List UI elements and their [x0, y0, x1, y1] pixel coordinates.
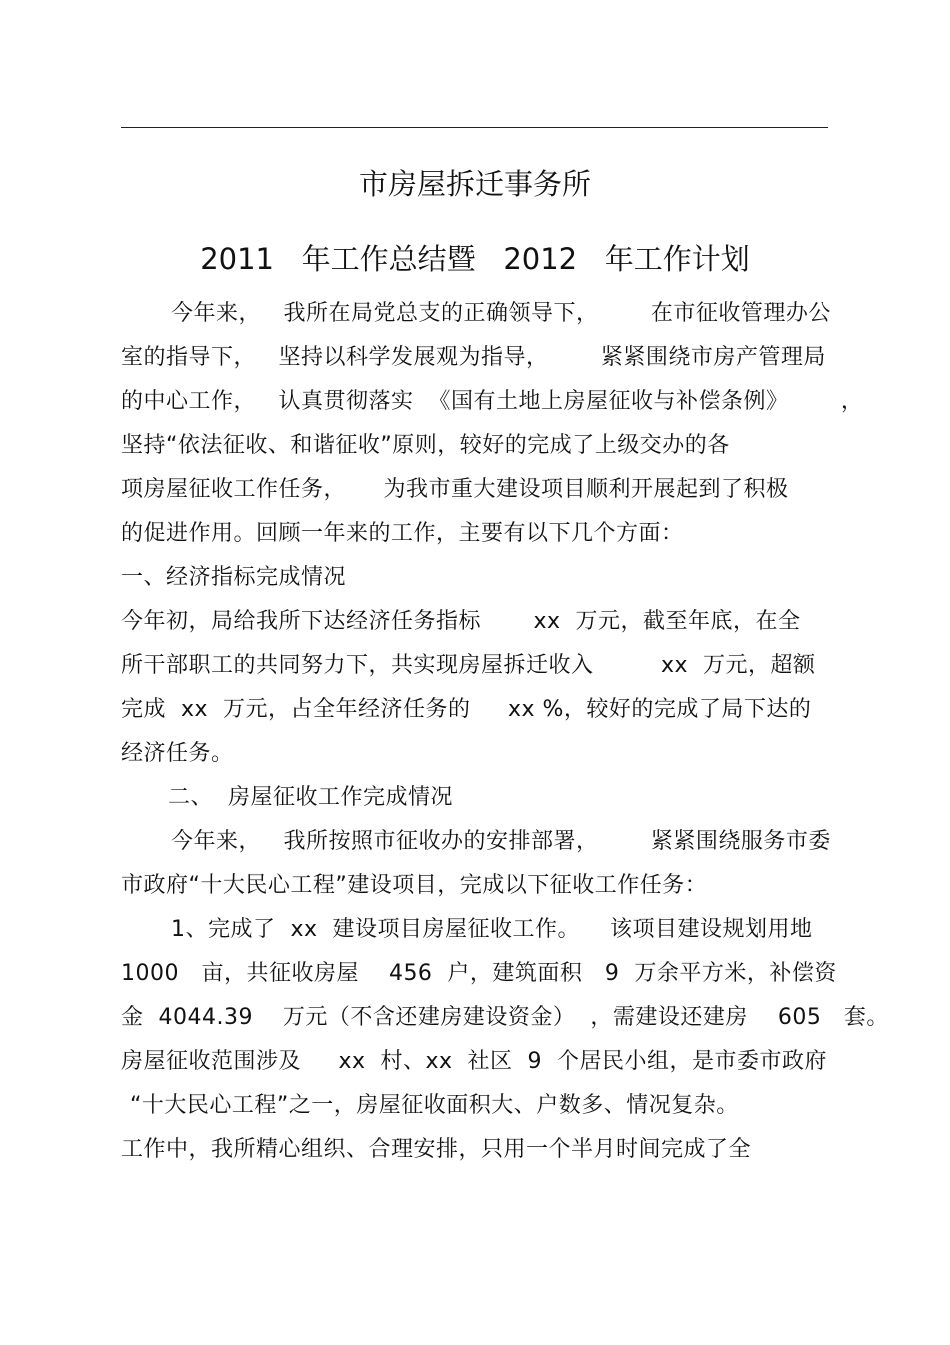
body-line: 市政府“十大民心工程”建设项目，完成以下征收工作任务： [121, 873, 708, 898]
body-line: 坚持“依法征收、和谐征收”原则，较好的完成了上级交办的各 [121, 433, 730, 458]
header-rule [121, 127, 828, 128]
body-line: 的促进作用。回顾一年来的工作，主要有以下几个方面： [121, 521, 684, 546]
section-heading: 一、经济指标完成情况 [121, 565, 347, 590]
body-line: 的中心工作， 认真贯彻落实 《国有土地上房屋征收与补偿条例》 ， [121, 389, 864, 414]
document-title: 市房屋拆迁事务所 [358, 167, 591, 201]
body-line: 工作中，我所精心组织、合理安排，只用一个半月时间完成了全 [121, 1137, 752, 1162]
body-line: 今年来， 我所按照市征收办的安排部署， 紧紧围绕服务市委 [171, 829, 831, 854]
body-line: “十大民心工程”之一，房屋征收面积大、户数多、情况复杂。 [130, 1093, 739, 1118]
body-line: 1、完成了 xx 建设项目房屋征收工作。 该项目建设规划用地 [171, 917, 813, 942]
body-line: 室的指导下， 坚持以科学发展观为指导， 紧紧围绕市房产管理局 [121, 345, 826, 370]
body-line: 完成 xx 万元，占全年经济任务的 xx %，较好的完成了局下达的 [121, 697, 812, 722]
body-line: 今年初，局给我所下达经济任务指标 xx 万元，截至年底，在全 [121, 609, 801, 634]
body-line: 经济任务。 [121, 741, 234, 766]
document-subtitle: 2011 年工作总结暨 2012 年工作计划 [200, 242, 750, 276]
section-heading: 二、 房屋征收工作完成情况 [168, 785, 453, 810]
body-line: 1000 亩，共征收房屋 456 户，建筑面积 9 万余平方米，补偿资 [121, 961, 837, 986]
body-line: 所干部职工的共同努力下，共实现房屋拆迁收入 xx 万元，超额 [121, 653, 816, 678]
body-line: 项房屋征收工作任务， 为我市重大建设项目顺利开展起到了积极 [121, 477, 789, 502]
body-line: 金 4044.39 万元（不含还建房建设资金） ，需建设还建房 605 套。 [121, 1005, 889, 1030]
body-line: 房屋征收范围涉及 xx 村、xx 社区 9 个居民小组，是市委市政府 [121, 1049, 827, 1074]
body-line: 今年来， 我所在局党总支的正确领导下， 在市征收管理办公 [171, 301, 831, 326]
